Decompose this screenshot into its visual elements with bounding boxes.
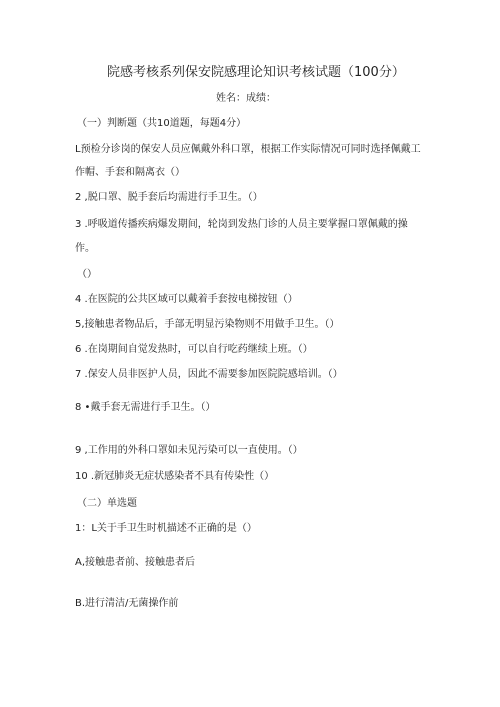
document-title: 院感考核系列保安院感理论知识考核试题（100分） xyxy=(107,65,405,80)
question-2: 2 ,脱口罩、脱手套后均需进行手卫生。（） xyxy=(75,192,263,203)
question-3-line-3: （） xyxy=(77,269,97,280)
question-7: 7 .保安人员非医护人员，因此不需要参加医院院感培训。（） xyxy=(75,369,343,380)
section-heading-true-false: （一）判断题（共10道题，每题4分） xyxy=(77,118,247,129)
question-8: 8 •戴手套无需进行手卫生。（） xyxy=(75,402,216,413)
question-5: 5,接触患者物品后，手部无明显污染物则不用做手卫生。（） xyxy=(75,319,340,330)
question-1-line-2: 作帽、手套和隔离衣（） xyxy=(75,167,185,178)
name-score-line: 姓名：成绩： xyxy=(216,93,276,104)
mc-option-a: A,接触患者前、接触患者后 xyxy=(75,557,196,568)
question-10: 10 .新冠肺炎无症状感染者不具有传染性（） xyxy=(75,471,275,482)
question-9: 9 ,工作用的外科口罩如未见污染可以一直使用。（） xyxy=(75,445,303,456)
question-3-line-2: 作。 xyxy=(75,243,95,254)
question-1-line-1: L预检分诊岗的保安人员应佩戴外科口罩，根据工作实际情况可同时选择佩戴工 xyxy=(75,144,421,155)
question-6: 6 .在岗期间自觉发热时，可以自行吃药继续上班。（） xyxy=(75,344,313,355)
mc-question-1: 1：L关于手卫生时机描述不正确的是（） xyxy=(75,523,257,534)
question-4: 4 .在医院的公共区域可以戴着手套按电梯按钮（） xyxy=(75,294,298,305)
mc-option-b: B.进行清洁/无菌操作前 xyxy=(75,598,179,609)
question-3-line-1: 3 .呼吸道传播疾病爆发期间，轮岗到发热门诊的人员主要掌握口罩佩戴的操 xyxy=(75,219,408,230)
section-heading-single-choice: （二）单选题 xyxy=(77,498,137,509)
